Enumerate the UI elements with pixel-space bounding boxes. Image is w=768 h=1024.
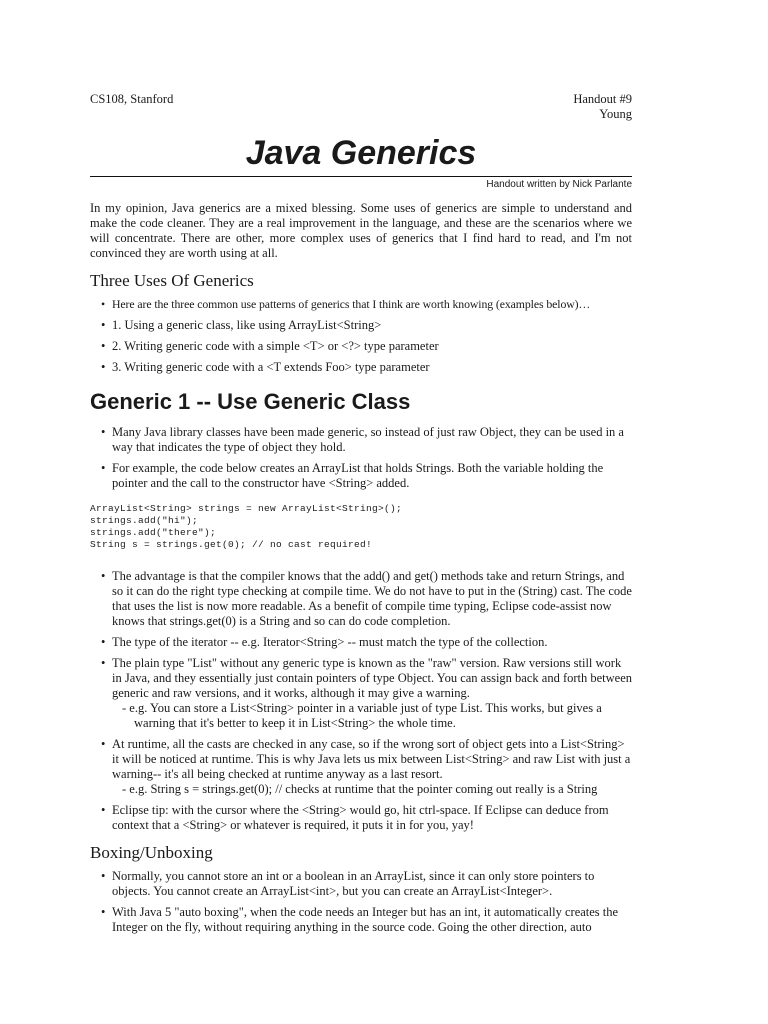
list-item: • Normally, you cannot store an int or a boolean in an ArrayList, since it can only store pointers to objects. You cannot create an ArrayList<int>, but you can create an ArrayList<Integer>. xyxy=(101,869,595,898)
list-item: • 3. Writing generic code with a <T extends Foo> type parameter xyxy=(101,360,430,374)
page-header xyxy=(90,92,632,122)
three-uses-list xyxy=(90,297,632,375)
list-item: • The plain type "List" without any generic type is known as the "raw" version. Raw versions still work in Java, and they essentially just contain pointers of type Object. You can assign back and forth between generic and raw versions, and it works, although it may give a warning. - e.g. You can store a List<String> pointer in a variable just of type List. This works, but gives a warning that it's better to keep it in List<String> the whole time. xyxy=(101,656,633,730)
handout-info xyxy=(573,92,632,122)
list-item: • With Java 5 "auto boxing", when the code needs an Integer but has an int, it automatically creates the Integer on the fly, without requiring anything in the source code. Going the other direction, auto xyxy=(101,905,619,934)
list-item: • Here are the three common use patterns of generics that I think are worth knowing (examples below)… xyxy=(101,297,591,311)
code-example: ArrayList<String> strings = new ArrayList<String>(); strings.add("hi"); strings.add("there"); String s = strings.get(0); // no cast required! xyxy=(90,503,403,550)
list-item: • Eclipse tip: with the cursor where the <String> would go, hit ctrl-space. If Eclipse can deduce from context that a <String> or whatever is required, it puts it in for you, yay! xyxy=(101,803,609,832)
sub-item: - e.g. You can store a List<String> pointer in a variable just of type List. This works, but gives a warning that it's better to keep it in List<String> the whole time. xyxy=(122,701,602,730)
handout-author: Young xyxy=(599,107,632,121)
section-heading-boxing: Boxing/Unboxing xyxy=(90,843,213,862)
list-item: • 1. Using a generic class, like using ArrayList<String> xyxy=(101,318,382,332)
sub-item: - e.g. String s = strings.get(0); // checks at runtime that the pointer coming out really is a String xyxy=(122,782,598,796)
generic-class-list-b xyxy=(90,569,632,833)
title-rule xyxy=(90,176,632,177)
course-label: CS108, Stanford xyxy=(90,92,174,106)
list-item: • At runtime, all the casts are checked in any case, so if the wrong sort of object gets into a List<String> it will be noticed at runtime. This is why Java lets us mix between List<String> and raw List with just a warning-- it's all being checked at runtime anyway as a last resort. - e.g. String s = strings.get(0); // checks at runtime that the pointer coming out really is a String xyxy=(101,737,631,796)
section-heading-generic-1: Generic 1 -- Use Generic Class xyxy=(90,389,411,414)
section-heading-three-uses: Three Uses Of Generics xyxy=(90,271,254,290)
list-item: • For example, the code below creates an ArrayList that holds Strings. Both the variable holding the pointer and the call to the constructor have <String> added. xyxy=(101,461,604,490)
list-item: • Many Java library classes have been made generic, so instead of just raw Object, they can be used in a way that indicates the type of object they hold. xyxy=(101,425,624,454)
document-page xyxy=(90,92,632,941)
intro-paragraph: In my opinion, Java generics are a mixed blessing. Some uses of generics are simple to understand and make the code cleaner. They are a real improvement in the language, and these are the scenarios where we will concentrate. There are other, more complex uses of generics that I find hard to read, and I'm not convinced they are worth using at all. xyxy=(90,201,632,260)
list-item: • The type of the iterator -- e.g. Iterator<String> -- must match the type of the collection. xyxy=(101,635,548,649)
boxing-list xyxy=(90,869,632,935)
generic-class-list-a xyxy=(90,425,632,491)
list-item: • 2. Writing generic code with a simple <T> or <?> type parameter xyxy=(101,339,439,353)
handout-number: Handout #9 xyxy=(573,92,632,106)
list-item: • The advantage is that the compiler knows that the add() and get() methods take and return Strings, and so it can do the right type checking at compile time. We do not have to put in the (String) cast. The code that uses the list is now more readable. As a benefit of compile time typing, Eclipse code-assist now knows that strings.get(0) is a String and so can do code completion. xyxy=(101,569,632,628)
byline: Handout written by Nick Parlante xyxy=(486,179,632,190)
document-title: Java Generics xyxy=(245,134,477,172)
